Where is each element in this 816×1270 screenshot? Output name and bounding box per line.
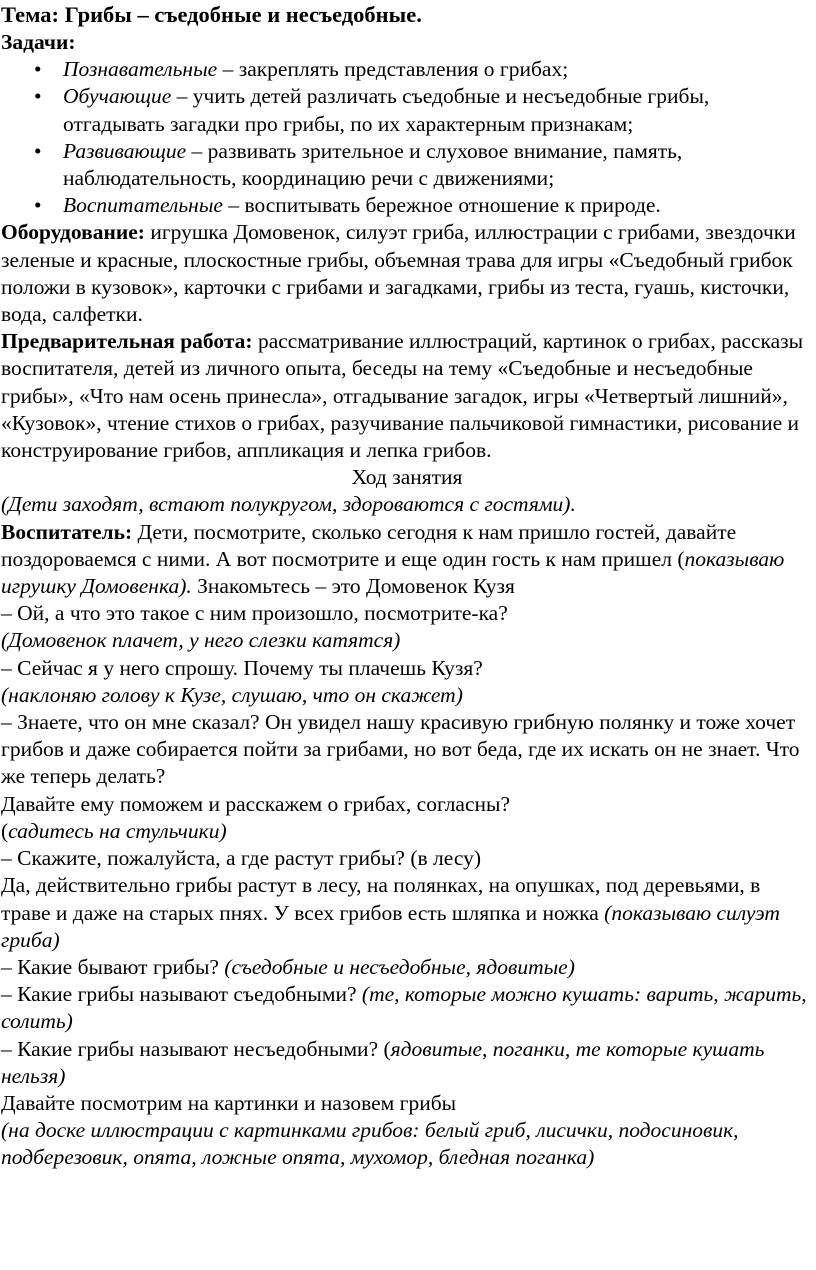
bullet-icon: • [34, 84, 42, 109]
tasks-heading: Задачи: [1, 30, 76, 54]
dialogue-line: Да, действительно грибы растут в лесу, на полянках, на опушках, под деревьями, в траве и даже на старых пнях. У всех грибов есть шляпка и ножка (показываю силуэт гриба) [1, 873, 780, 952]
dialogue-line: – Знаете, что он мне сказал? Он увидел нашу красивую грибную полянку и тоже хочет грибов и даже собирается пойти за грибами, но вот беда, где их искать он не знает. Что же теперь делать? [1, 710, 800, 789]
bullet-icon: • [34, 138, 42, 163]
task-item: • Развивающие – развивать зрительное и слуховое внимание, память, наблюдательность, координацию речи с движениями; [34, 138, 683, 191]
equipment-paragraph: Оборудование: игрушка Домовенок, силуэт гриба, иллюстрации с грибами, звездочки зеленые и красные, плоскостные грибы, объемная трава для игры «Съедобный грибок положи в кузовок», карточки с грибами и загадками, грибы из теста, гуашь, кисточки, вода, салфетки. [1, 220, 796, 327]
dialogue-line: – Какие грибы называют несъедобными? (ядовитые, поганки, те которые кушать нельзя) [1, 1036, 765, 1088]
task-item: • Воспитательные – воспитывать бережное отношение к природе. [1, 192, 813, 219]
stage-direction: (Дети заходят, встают полукругом, здороваются с гостями). [1, 492, 576, 517]
task-item: • Познавательные – закреплять представления о грибах; [1, 56, 813, 83]
stage-direction: (наклоняю голову к Кузе, слушаю, что он скажет) [1, 682, 463, 707]
stage-direction: (садитесь на стульчики) [1, 818, 227, 843]
dialogue-line: – Какие бывают грибы? (съедобные и несъедобные, ядовитые) [1, 954, 575, 979]
task-item: • Обучающие – учить детей различать съедобные и несъедобные грибы, отгадывать загадки про грибы, по их характерным признакам; [34, 84, 710, 136]
page-title: Тема: Грибы – съедобные и несъедобные. [1, 2, 422, 27]
lesson-heading: Ход занятия [351, 465, 463, 490]
bullet-icon: • [34, 57, 42, 82]
tasks-list [1, 56, 813, 219]
teacher-paragraph: Воспитатель: Дети, посмотрите, сколько сегодня к нам пришло гостей, давайте поздороваемся с ними. А вот посмотрите и еще один гость к нам пришел (показываю игрушку Домовенка). Знакомьтесь – это Домовенок Кузя [1, 519, 785, 599]
stage-direction: (Домовенок плачет, у него слезки катятся) [1, 628, 401, 653]
prep-paragraph: Предварительная работа: рассматривание иллюстраций, картинок о грибах, рассказы воспитателя, детей из личного опыта, беседы на тему «Съедобные и несъедобные грибы», «Что нам осень принесла», отгадывание загадок, игры «Четвертый лишний», «Кузовок», чтение стихов о грибах, разучивание пальчиковой гимнастики, рисование и конструирование грибов, аппликация и лепка грибов. [1, 329, 804, 463]
bullet-icon: • [34, 193, 42, 218]
dialogue-line: Давайте ему поможем и расскажем о грибах, согласны? [1, 791, 510, 816]
stage-direction: (на доске иллюстрации с картинками грибов: белый гриб, лисички, подосиновик, подберезовик, опята, ложные опята, мухомор, бледная поганка) [1, 1118, 739, 1170]
dialogue-line: – Ой, а что это такое с ним произошло, посмотрите-ка? [1, 601, 508, 626]
dialogue-line: – Какие грибы называют съедобными? (те, которые можно кушать: варить, жарить, солить) [1, 982, 807, 1034]
dialogue-line: Давайте посмотрим на картинки и назовем грибы [1, 1090, 457, 1115]
dialogue-line: – Сейчас я у него спрошу. Почему ты плачешь Кузя? [1, 655, 483, 680]
dialogue-line: – Скажите, пожалуйста, а где растут грибы? (в лесу) [1, 846, 481, 871]
